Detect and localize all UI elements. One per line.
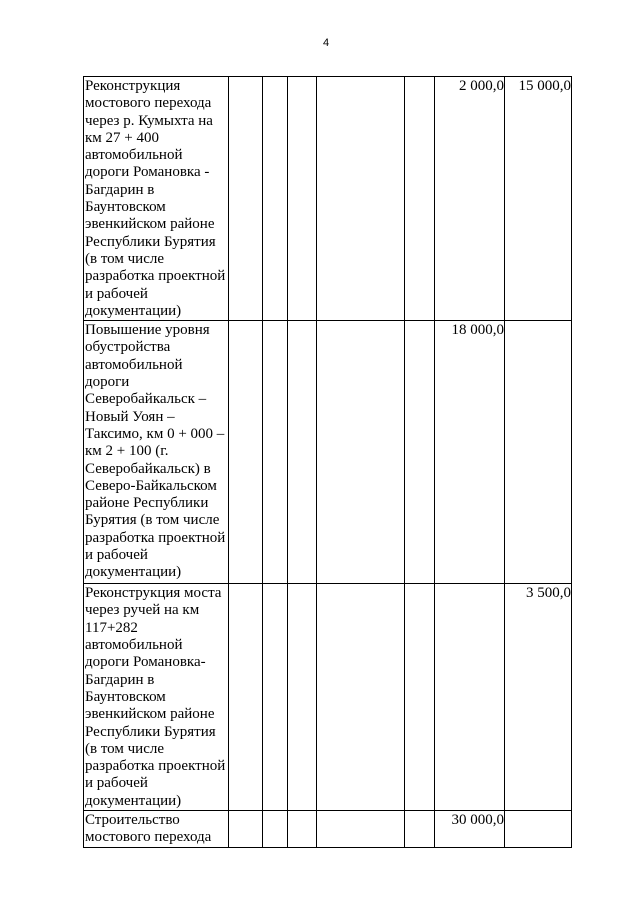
empty-cell	[288, 321, 317, 584]
empty-cell	[405, 321, 435, 584]
page-number: 4	[322, 37, 330, 49]
row-description: Повышение уровня обустройства автомобильной дороги Северобайкальск – Новый Уоян – Таксимо, км 0 + 000 – км 2 + 100 (г. Северобайкальск) в Северо-Байкальском районе Республики Бурятия (в том числе разработка проектной и рабочей документации)	[84, 321, 229, 584]
table-row	[84, 584, 572, 811]
row-description: Строительство мостового перехода	[84, 811, 229, 848]
empty-cell	[229, 321, 263, 584]
empty-cell	[229, 584, 263, 811]
empty-cell	[405, 584, 435, 811]
table-row	[84, 811, 572, 848]
empty-cell	[317, 77, 405, 321]
amount-cell	[505, 811, 572, 848]
amount-cell: 30 000,0	[435, 811, 505, 848]
empty-cell	[263, 584, 288, 811]
empty-cell	[317, 321, 405, 584]
table-row	[84, 77, 572, 321]
empty-cell	[405, 77, 435, 321]
empty-cell	[263, 77, 288, 321]
amount-cell: 15 000,0	[505, 77, 572, 321]
amount-cell	[435, 584, 505, 811]
amount-cell: 3 500,0	[505, 584, 572, 811]
row-description: Реконструкция моста через ручей на км 117+282 автомобильной дороги Романовка- Багдарин в Баунтовском эвенкийском районе Республики Бурятия (в том числе разработка проектной и рабочей документации)	[84, 584, 229, 811]
empty-cell	[288, 811, 317, 848]
empty-cell	[229, 77, 263, 321]
empty-cell	[288, 584, 317, 811]
amount-cell: 2 000,0	[435, 77, 505, 321]
empty-cell	[317, 584, 405, 811]
empty-cell	[288, 77, 317, 321]
funding-table	[83, 76, 572, 848]
empty-cell	[229, 811, 263, 848]
empty-cell	[405, 811, 435, 848]
amount-cell	[505, 321, 572, 584]
amount-cell: 18 000,0	[435, 321, 505, 584]
empty-cell	[263, 811, 288, 848]
empty-cell	[317, 811, 405, 848]
table-row	[84, 321, 572, 584]
row-description: Реконструкция мостового перехода через р. Кумыхта на км 27 + 400 автомобильной дороги Романовка - Багдарин в Баунтовском эвенкийском районе Республики Бурятия (в том числе разработка проектной и рабочей документации)	[84, 77, 229, 321]
empty-cell	[263, 321, 288, 584]
